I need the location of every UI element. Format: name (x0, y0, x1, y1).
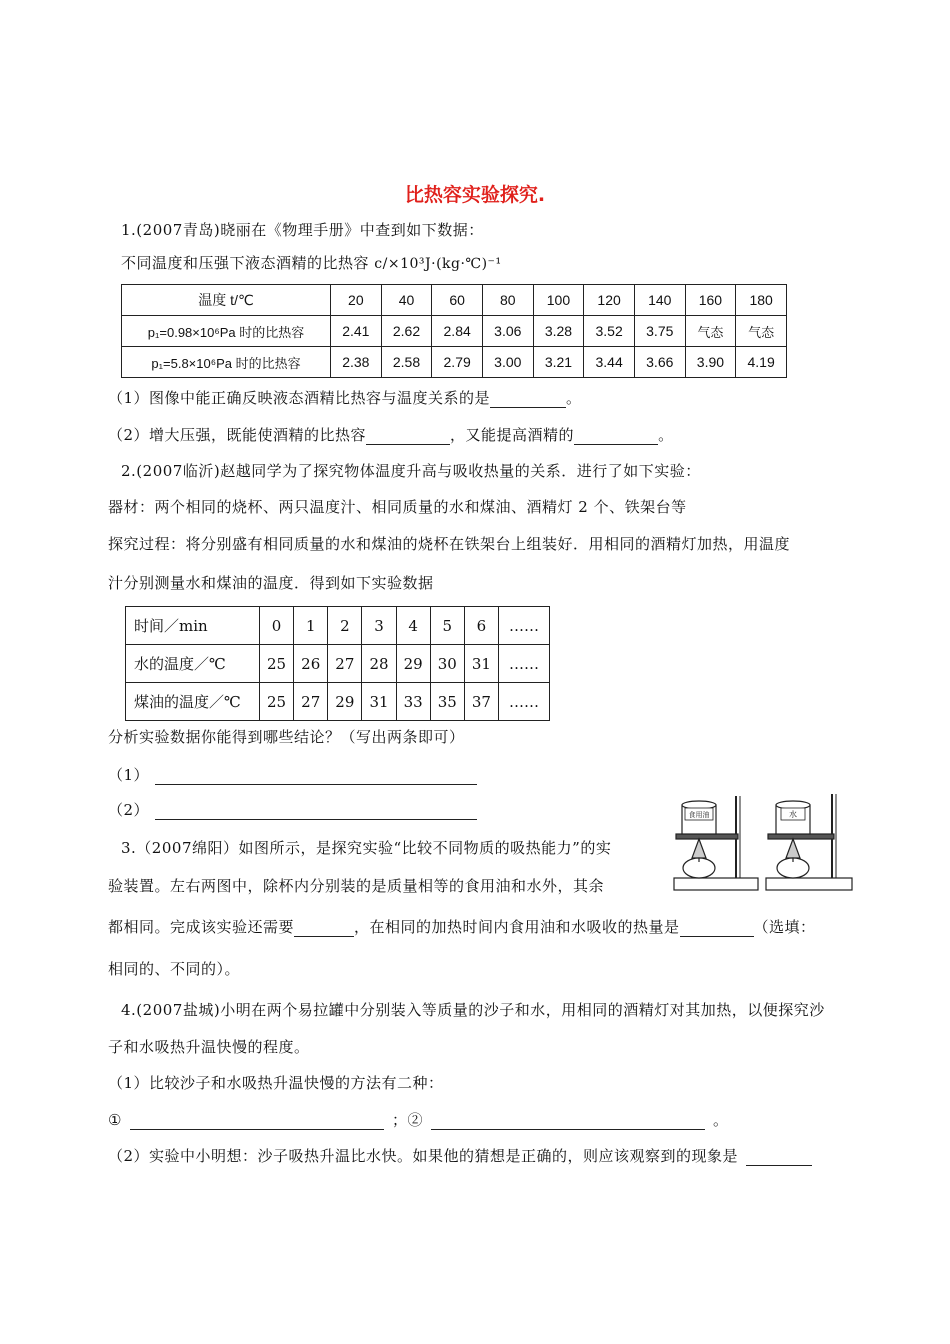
table-cell: 3.06 (482, 316, 533, 347)
table-cell: 3.90 (685, 347, 736, 378)
table-row (126, 683, 550, 721)
water-label: 水 (789, 810, 797, 819)
table-cell: 80 (482, 285, 533, 316)
left-apparatus (674, 796, 758, 890)
answer-blank[interactable] (490, 407, 566, 408)
answer-blank[interactable] (155, 819, 477, 820)
table-cell: …… (499, 683, 550, 721)
answer-blank[interactable] (366, 444, 450, 445)
q4-sub2 (108, 1146, 812, 1166)
table-cell: 5 (430, 607, 464, 645)
q1-sub1-text: （1）图像中能正确反映液态酒精比热容与温度关系的是 (108, 389, 491, 407)
table-row-label: p₁=5.8×10⁶Pa 时的比热容 (122, 347, 331, 378)
table-cell: …… (499, 645, 550, 683)
table-row (122, 347, 787, 378)
q2-answer-2 (108, 800, 477, 820)
table-cell: 33 (396, 683, 430, 721)
table-cell: 3.00 (482, 347, 533, 378)
table-header-cell: 温度 t/℃ (122, 285, 331, 316)
table-cell: 120 (584, 285, 635, 316)
q2-equipment: 器材：两个相同的烧杯、两只温度汁、相同质量的水和煤油、酒精灯 2 个、铁架台等 (108, 498, 687, 516)
table-cell: 2 (328, 607, 362, 645)
q3-line4: 相同的、不同的）。 (108, 960, 241, 978)
table-row (122, 316, 787, 347)
table-cell: 3.44 (584, 347, 635, 378)
table-cell: 2.79 (432, 347, 483, 378)
table-cell: 3.75 (634, 316, 685, 347)
table-cell: 3.52 (584, 316, 635, 347)
q1-sub1 (108, 388, 582, 408)
answer-blank[interactable] (746, 1165, 812, 1166)
table-row (126, 607, 550, 645)
q2-answer-1 (108, 765, 477, 785)
table-cell: 180 (736, 285, 787, 316)
table-row-label: p₁=0.98×10⁶Pa 时的比热容 (122, 316, 331, 347)
q4-line1: 4.(2007盐城)小明在两个易拉罐中分别装入等质量的沙子和水，用相同的酒精灯对其加热，以便探究沙 (121, 1001, 825, 1019)
q3-line3-b: ，在相同的加热时间内食用油和水吸收的热量是 (354, 918, 680, 936)
table-cell: 25 (260, 683, 294, 721)
table-cell: 25 (260, 645, 294, 683)
answer-blank[interactable] (680, 936, 754, 937)
heating-apparatus-figure (666, 792, 862, 896)
table-cell: 28 (362, 645, 396, 683)
q4-sub2-text: （2）实验中小明想：沙子吸热升温比水快。如果他的猜想是正确的，则应该观察到的现象是 (108, 1147, 739, 1165)
q4-end: 。 (712, 1111, 729, 1129)
table-row-label: 煤油的温度／℃ (126, 683, 260, 721)
q3-line3-a: 都相同。完成该实验还需要 (108, 918, 295, 936)
table-cell: 4 (396, 607, 430, 645)
table-row (122, 285, 787, 316)
oil-label: 食用油 (688, 811, 710, 819)
q1-sub1-end: 。 (566, 389, 582, 407)
table-cell: …… (499, 607, 550, 645)
table-cell: 0 (260, 607, 294, 645)
table-cell: 29 (396, 645, 430, 683)
q1-caption-text: 不同温度和压强下液态酒精的比热容 (121, 254, 370, 272)
table-cell: 100 (533, 285, 584, 316)
table-cell: 140 (634, 285, 685, 316)
q2-intro: 2.(2007临沂)赵越同学为了探究物体温度升高与吸收热量的关系．进行了如下实验： (121, 462, 701, 480)
page-title: 比热容实验探究. (404, 184, 546, 206)
table-cell: 20 (331, 285, 382, 316)
q1-sub2-text-a: （2）增大压强，既能使酒精的比热容 (108, 426, 367, 444)
q1-intro: 1.(2007青岛)晓丽在《物理手册》中查到如下数据： (121, 221, 484, 239)
table-cell: 26 (294, 645, 328, 683)
answer-blank[interactable] (431, 1129, 705, 1130)
q1-sub2-text-b: ，又能提高酒精的 (450, 426, 575, 444)
table-cell: 2.84 (432, 316, 483, 347)
table-cell: 27 (328, 645, 362, 683)
table-cell: 160 (685, 285, 736, 316)
table-cell: 3 (362, 607, 396, 645)
answer-blank[interactable] (130, 1129, 384, 1130)
answer-blank[interactable] (574, 444, 658, 445)
q3-line2: 验装置。左右两图中，除杯内分别装的是质量相等的食用油和水外，其余 (108, 877, 605, 895)
answer-blank[interactable] (294, 936, 354, 937)
table-cell: 气态 (685, 316, 736, 347)
table-cell: 1 (294, 607, 328, 645)
table-cell: 2.38 (331, 347, 382, 378)
table-cell: 3.21 (533, 347, 584, 378)
table-cell: 40 (381, 285, 432, 316)
table-cell: 气态 (736, 316, 787, 347)
table-cell: 37 (464, 683, 498, 721)
table-row-label: 时间／min (126, 607, 260, 645)
q4-line2: 子和水吸热升温快慢的程度。 (108, 1038, 310, 1056)
q2-process-line2: 汁分别测量水和煤油的温度．得到如下实验数据 (108, 574, 434, 592)
alcohol-heat-capacity-table (121, 284, 787, 378)
heating-data-table (125, 606, 550, 721)
q4-circle-1: ① (108, 1111, 122, 1129)
table-cell: 30 (430, 645, 464, 683)
q2-process-line1: 探究过程：将分别盛有相同质量的水和煤油的烧杯在铁架台上组装好．用相同的酒精灯加热，用温度 (108, 535, 791, 553)
answer-blank[interactable] (155, 784, 477, 785)
q2-answer-2-label: （2） (108, 801, 150, 819)
q4-separator: ；② (391, 1111, 423, 1129)
q1-caption (121, 253, 502, 274)
q4-sub1: （1）比较沙子和水吸热升温快慢的方法有二种： (108, 1074, 444, 1092)
q3-line1: 3.（2007绵阳）如图所示，是探究实验“比较不同物质的吸热能力”的实 (121, 839, 612, 857)
table-cell: 35 (430, 683, 464, 721)
table-cell: 6 (464, 607, 498, 645)
table-row-label: 水的温度／℃ (126, 645, 260, 683)
q1-sub2 (108, 425, 674, 445)
q3-line3-c: （选填： (753, 918, 816, 936)
q2-question: 分析实验数据你能得到哪些结论？（写出两条即可） (108, 728, 465, 746)
q1-sub2-end: 。 (658, 426, 674, 444)
table-cell: 31 (464, 645, 498, 683)
table-cell: 60 (432, 285, 483, 316)
table-cell: 4.19 (736, 347, 787, 378)
table-cell: 2.58 (381, 347, 432, 378)
table-cell: 31 (362, 683, 396, 721)
q3-line3 (108, 917, 816, 937)
q4-methods (108, 1110, 728, 1130)
table-row (126, 645, 550, 683)
table-cell: 27 (294, 683, 328, 721)
q2-answer-1-label: （1） (108, 766, 150, 784)
table-cell: 3.28 (533, 316, 584, 347)
right-apparatus (766, 794, 852, 890)
table-cell: 2.62 (381, 316, 432, 347)
q1-caption-unit: c/×10³J·(kg·℃)⁻¹ (374, 256, 502, 272)
table-cell: 2.41 (331, 316, 382, 347)
table-cell: 3.66 (634, 347, 685, 378)
table-cell: 29 (328, 683, 362, 721)
